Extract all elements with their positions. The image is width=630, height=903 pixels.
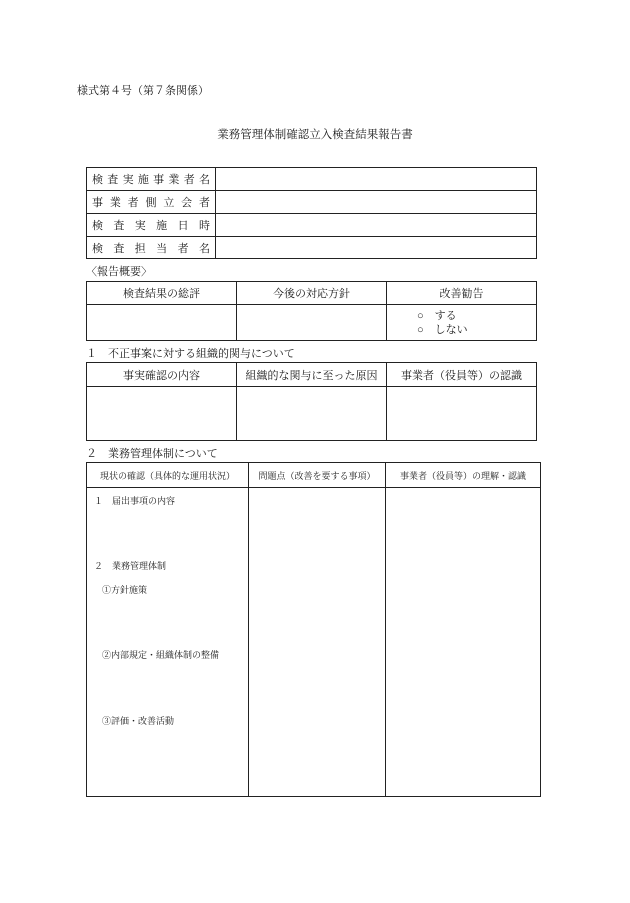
label-inspector	[92, 240, 210, 256]
item-management-system: ２ 業務管理体制	[94, 561, 167, 571]
section-2-header-row	[87, 463, 541, 488]
label-character: 実	[134, 220, 146, 232]
label-character: 業	[168, 174, 180, 186]
label-character: 査	[113, 220, 125, 232]
info-row-datetime	[87, 214, 537, 237]
label-character: 査	[107, 174, 119, 186]
inspection-info-table	[86, 167, 537, 259]
column-header-improvement-recommendation: 改善勧告	[387, 282, 537, 305]
label-character: 者	[198, 197, 210, 209]
column-header-overall-evaluation: 検査結果の総評	[87, 282, 237, 305]
label-inspected-operator	[92, 171, 210, 187]
current-status-cell	[87, 488, 249, 797]
operator-recognition-cell	[387, 387, 537, 441]
label-character: 査	[113, 242, 125, 255]
document-title: 業務管理体制確認立入検査結果報告書	[217, 129, 413, 141]
info-row-operator	[87, 168, 537, 191]
overall-evaluation-cell	[87, 305, 237, 341]
label-character: 者	[127, 197, 139, 209]
section-2-body-row	[87, 488, 541, 797]
section-1-body-row	[87, 387, 537, 441]
info-label-cell	[87, 191, 216, 214]
operator-understanding-cell	[386, 488, 541, 797]
column-header-cause: 組織的な関与に至った原因	[237, 363, 387, 387]
label-character: 業	[109, 197, 121, 209]
label-inspection-datetime	[92, 217, 210, 233]
label-character: 者	[183, 174, 195, 186]
item-notification-contents: １ 届出事項の内容	[94, 496, 176, 506]
label-character: 施	[156, 220, 168, 232]
column-header-operator-recognition: 事業者（役員等）の認識	[387, 363, 537, 387]
section-2-table	[86, 462, 541, 797]
label-character: 立	[163, 197, 175, 209]
label-character: 施	[137, 174, 149, 186]
label-character: 事	[92, 197, 103, 209]
info-value-inspected-operator	[216, 168, 537, 191]
section-1-table	[86, 362, 537, 441]
option-yes: ○ する	[417, 309, 457, 322]
cause-cell	[237, 387, 387, 441]
section-2-heading: ２ 業務管理体制について	[86, 448, 218, 460]
label-character: 当	[156, 242, 168, 255]
label-character: 名	[198, 174, 210, 186]
summary-body-row	[87, 305, 537, 341]
form-number: 様式第４号（第７条関係）	[77, 85, 209, 97]
info-label-cell	[87, 214, 216, 237]
info-label-cell	[87, 237, 216, 259]
column-header-response-policy: 今後の対応方針	[237, 282, 387, 305]
column-header-fact-check: 事実確認の内容	[87, 363, 237, 387]
info-row-attendee	[87, 191, 537, 214]
label-character: 実	[122, 174, 134, 186]
response-policy-cell	[237, 305, 387, 341]
info-label-cell	[87, 168, 216, 191]
info-value-inspector	[216, 237, 537, 259]
label-character: 時	[198, 220, 210, 232]
label-character: 日	[177, 220, 189, 232]
label-character: 検	[92, 220, 103, 232]
item-internal-rules: ②内部規定・組織体制の整備	[102, 650, 220, 660]
section-1-heading: １ 不正事案に対する組織的関与について	[86, 348, 295, 360]
label-character: 名	[198, 242, 210, 255]
info-row-inspector	[87, 237, 537, 259]
recommendation-options	[387, 309, 536, 337]
label-character: 担	[134, 242, 146, 255]
report-summary-table	[86, 281, 537, 341]
section-1-header-row	[87, 363, 537, 387]
label-operator-attendee	[92, 194, 210, 210]
column-header-current-status: 現状の確認（具体的な運用状況）	[87, 463, 249, 488]
label-character: 検	[92, 242, 103, 255]
improvement-recommendation-cell	[387, 305, 537, 341]
current-status-items	[87, 488, 248, 796]
label-character: 側	[145, 197, 157, 209]
fact-check-cell	[87, 387, 237, 441]
label-character: 検	[92, 174, 103, 186]
info-value-operator-attendee	[216, 191, 537, 214]
report-summary-heading: 〈報告概要〉	[86, 266, 152, 278]
label-character: 者	[177, 242, 189, 255]
item-evaluation-improvement: ③評価・改善活動	[102, 716, 175, 726]
column-header-operator-understanding: 事業者（役員等）の理解・認識	[386, 463, 541, 488]
label-character: 事	[153, 174, 165, 186]
info-value-inspection-datetime	[216, 214, 537, 237]
summary-header-row	[87, 282, 537, 305]
item-policy-measures: ①方針施策	[102, 585, 148, 595]
option-no: ○ しない	[417, 323, 468, 336]
column-header-issues: 問題点（改善を要する事項）	[249, 463, 386, 488]
label-character: 会	[181, 197, 193, 209]
issues-cell	[249, 488, 386, 797]
